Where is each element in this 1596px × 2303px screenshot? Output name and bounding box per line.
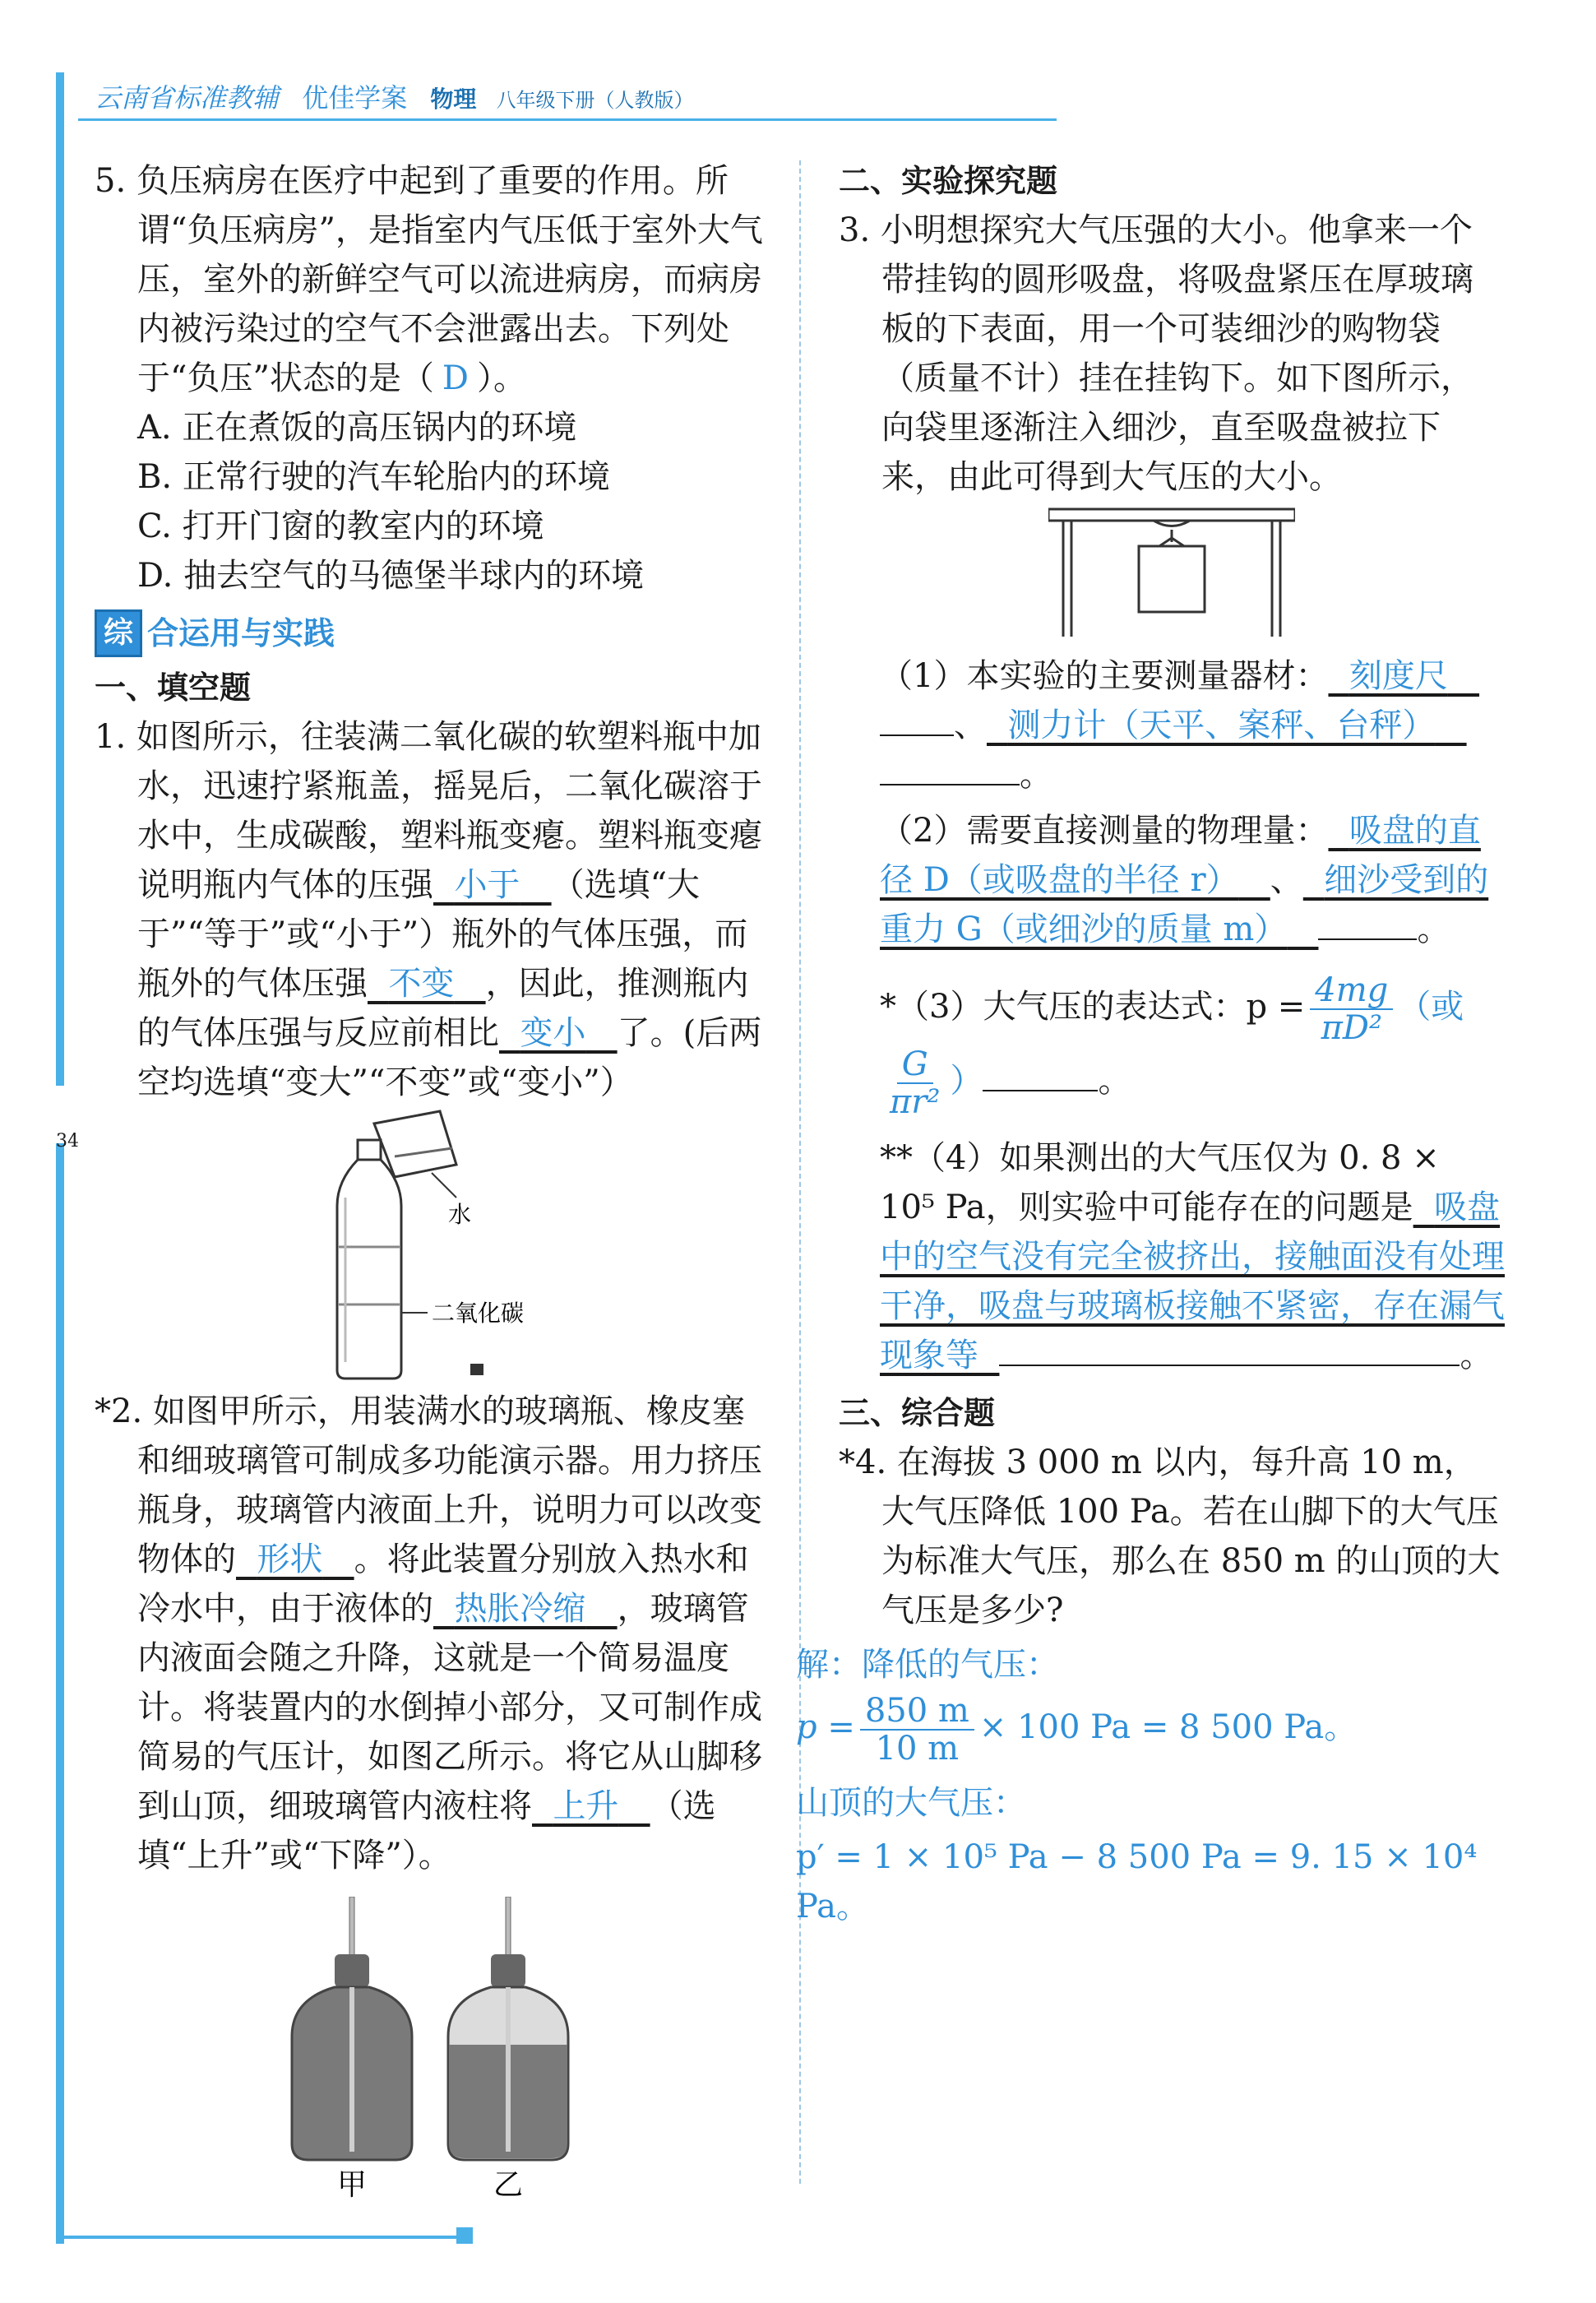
q1-answer-1-text: 小于: [454, 866, 520, 904]
q3-part-4: [839, 1133, 1505, 1380]
section-icon: 综: [95, 609, 142, 657]
fig-label-yi: 乙: [493, 2168, 524, 2201]
q5-option-a: A. 正在煮饭的高压锅内的环境: [137, 409, 577, 447]
q4-solution-4: p′ = 1 × 10⁵ Pa − 8 500 Pa = 9. 15 × 10⁴ Pa。: [796, 1838, 1478, 1925]
fig-label-water: 水: [448, 1201, 472, 1228]
comprehensive-section-title: 三、综合题: [839, 1395, 996, 1431]
question-2: [95, 1387, 769, 1880]
fill-section-title: 一、填空题: [95, 670, 252, 706]
header-grade: 八年级下册（人教版）: [496, 89, 694, 112]
fig-label-co2: 二氧化碳: [432, 1300, 525, 1327]
fig-label-jia: 甲: [337, 2168, 368, 2201]
q4-sol2-pre: p =: [796, 1708, 855, 1746]
section-title: 合运用与实践: [147, 615, 335, 651]
question-5: [95, 156, 769, 403]
q2-answer-3-text: 上升: [553, 1787, 619, 1825]
q2-answer-1: [236, 1541, 354, 1578]
q3-s3-numerator: 4mg: [1310, 972, 1393, 1010]
footer-square: [456, 2227, 473, 2244]
q3-s3-blank: [983, 1087, 1098, 1091]
question-1: [95, 712, 769, 1107]
q3-s1-sep: 、: [954, 707, 987, 744]
q1-answer-2-text: 不变: [388, 965, 455, 1003]
page-header: [78, 72, 1065, 117]
q2-answer-2: [433, 1590, 618, 1628]
q3-s1-answer-2: [987, 707, 1467, 744]
q5-answer: D: [442, 359, 469, 397]
q4-sol2-post: × 100 Pa = 8 500 Pa。: [978, 1708, 1358, 1746]
q2-text-2: 。将此装置分别放入热水和冷水中，由于液体的: [137, 1541, 749, 1628]
q1-answer-1: [433, 866, 552, 904]
q4-sol2-fraction: [860, 1693, 974, 1767]
q3-part-3: [839, 972, 1505, 1120]
q3-s1-blank: [880, 731, 954, 736]
q3-s1-answer-1-text: 刻度尺: [1349, 657, 1448, 695]
bottle-pair-figure: [259, 1897, 604, 2201]
header-series: 云南省标准教辅: [95, 82, 280, 114]
header-title: 优佳学案: [302, 82, 408, 114]
q1-text-4: 了。(后两空均选填“变大”“不变”或“变小”）: [137, 1014, 762, 1101]
bottle-illustration: [337, 1140, 401, 1379]
q4-solution-3: 山顶的大气压：: [796, 1784, 1026, 1822]
q3-s4-answer-text: 吸盘中的空气没有完全被挤出，接触面没有处理干净，吸盘与玻璃板接触不紧密，存在漏气现象等: [880, 1189, 1505, 1374]
q5-option-c: C. 打开门窗的教室内的环境: [137, 507, 544, 545]
footer-rule: [56, 2236, 467, 2239]
bottle-yi-illustration: [448, 1897, 568, 2160]
q3-s3-or: （或: [1398, 988, 1464, 1026]
q3-s1-blank-2: [880, 781, 1020, 785]
question-3-stem: 3. 小明想探究大气压强的大小。他拿来一个带挂钩的圆形吸盘，将吸盘紧压在厚玻璃板的下表面，用一个可装细沙的购物袋（质量不计）挂在挂钩下。如下图所示，向袋里逐渐注入细沙，直至吸盘被拉下来，由此可得到大气压的大小。: [839, 211, 1473, 496]
q3-s2-answer-2-text: 细沙受到的重力 G（或细沙的质量 m）: [880, 861, 1489, 948]
q3-s1-label: （1）本实验的主要测量器材：: [880, 657, 1329, 695]
page-number: 34: [56, 1131, 79, 1152]
q3-s3-end: 。: [1098, 1062, 1131, 1100]
q2-text-4: （选填“上升”或“下降”）。: [137, 1787, 716, 1874]
q3-s4-blank: [999, 1361, 1460, 1366]
q3-s3-denominator: πD²: [1321, 1009, 1382, 1047]
q2-text-1: *2. 如图甲所示，用装满水的玻璃瓶、橡皮塞和细玻璃管可制成多功能演示器。用力挤压瓶身，玻璃管内液面上升，说明力可以改变物体的: [95, 1392, 762, 1578]
q3-s1-answer-2-text: 测力计（天平、案秤、台秤）: [1007, 707, 1436, 744]
suction-cup-bag-illustration: [1139, 521, 1205, 612]
q3-part-1: [839, 651, 1505, 799]
q1-answer-3-text: 变小: [520, 1014, 586, 1052]
suction-cup-figure: [1048, 505, 1295, 645]
bottle-jia-illustration: [292, 1897, 412, 2160]
q3-s4-label: **（4）如果测出的大气压仅为 0. 8 × 10⁵ Pa，则实验中可能存在的问题是: [880, 1139, 1440, 1226]
q4-solution-2: [796, 1693, 1505, 1767]
q3-s2-end: 。: [1417, 911, 1450, 948]
q3-s3-fraction-1: [1310, 972, 1393, 1046]
fig-small-marker-icon: [470, 1364, 483, 1375]
q3-s2-answer-1-text: 吸盘的直径 D（或吸盘的半径 r）: [880, 812, 1481, 899]
header-subject: 物理: [430, 86, 477, 113]
q3-s2-label: （2）需要直接测量的物理量：: [880, 812, 1329, 850]
header-text: [95, 77, 694, 115]
q2-answer-2-text: 热胀冷缩: [454, 1590, 586, 1628]
q3-s3-label: *（3）大气压的表达式：p =: [880, 988, 1306, 1026]
q4-sol2-numerator: 850 m: [860, 1693, 974, 1731]
q4-sol2-denominator: 10 m: [875, 1730, 960, 1768]
question-4-stem: *4. 在海拔 3 000 m 以内，每升高 10 m，大气压降低 100 Pa。若在山脚下的大气压为标准大气压，那么在 850 m 的山顶的大气压是多少?: [839, 1443, 1501, 1629]
q3-s3-denominator-2: πr²: [890, 1083, 941, 1121]
section-heading-comprehensive: [95, 609, 769, 658]
q2-text-3: ，玻璃管内液面会随之升降，这就是一个简易温度计。将装置内的水倒掉小部分，又可制作成简易的气压计，如图乙所示。将它从山脚移到山顶，细玻璃管内液柱将: [137, 1590, 762, 1825]
q1-text-2: （选填“大于”“等于”或“小于”）瓶外的气体压强，而瓶外的气体压强: [137, 866, 748, 1003]
q3-s1-end: 。: [1020, 756, 1052, 794]
left-column: [95, 156, 769, 2201]
header-rule: [78, 118, 1057, 121]
q2-answer-1-text: 形状: [257, 1541, 323, 1578]
left-margin-bar: [56, 72, 64, 2244]
q5-stem-end: ）。: [476, 359, 526, 397]
q1-text-3: ，因此，推测瓶内的气体压强与反应前相比: [137, 965, 749, 1052]
q1-text-1: 1. 如图所示，往装满二氧化碳的软塑料瓶中加水，迅速拧紧瓶盖，摇晃后，二氧化碳溶于水中，生成碳酸，塑料瓶变瘪。塑料瓶变瘪说明瓶内气体的压强: [95, 718, 762, 904]
q3-s2-sep: 、: [1270, 861, 1303, 899]
q3-s2-blank: [1318, 935, 1417, 940]
q3-part-2: [839, 806, 1505, 954]
q3-s3-numerator-2: G: [897, 1046, 933, 1084]
q5-option-b: B. 正常行驶的汽车轮胎内的环境: [137, 458, 610, 496]
q3-s3-close: ）: [950, 1062, 983, 1100]
q3-s3-fraction-2: [885, 1046, 945, 1120]
q5-stem: 5. 负压病房在医疗中起到了重要的作用。所谓“负压病房”，是指室内气压低于室外大气压，室外的新鲜空气可以流进病房，而病房内被污染过的空气不会泄露出去。下列处于“负压”状态的是（: [95, 162, 763, 397]
q3-s4-end: 。: [1460, 1337, 1493, 1374]
right-column: [796, 156, 1505, 1931]
experiment-section-title: 二、实验探究题: [839, 163, 1058, 199]
q2-answer-3: [532, 1787, 650, 1825]
q4-solution-1: 解：降低的气压：: [796, 1646, 1059, 1684]
q3-s1-answer-1: [1328, 657, 1479, 695]
q5-option-d: D. 抽去空气的马德堡半球内的环境: [137, 557, 645, 595]
co2-bottle-figure: [296, 1107, 567, 1387]
q1-answer-2: [368, 965, 486, 1003]
q1-answer-3: [499, 1014, 618, 1052]
